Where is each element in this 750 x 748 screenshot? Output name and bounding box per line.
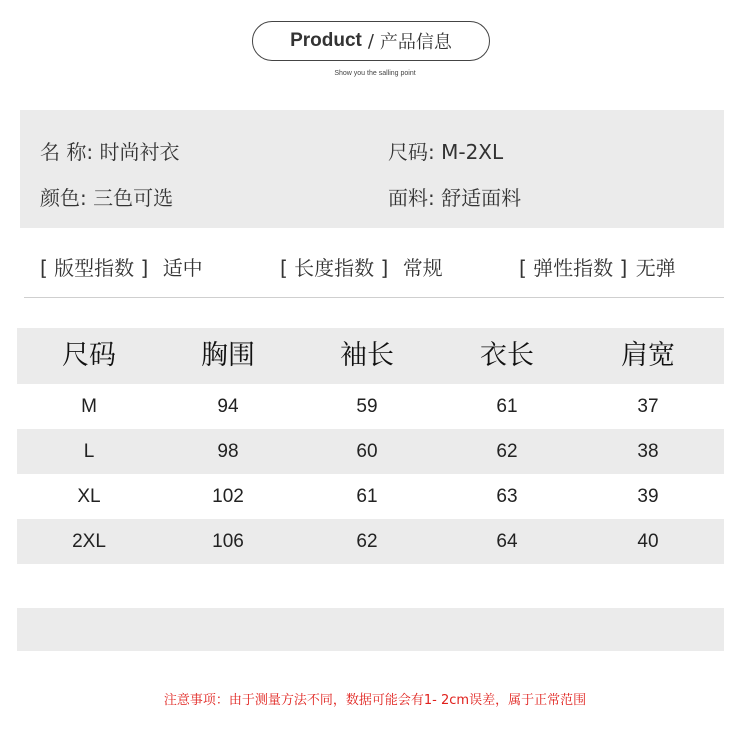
index-fit <box>40 252 203 281</box>
cell-sleeve: 61 <box>356 486 378 507</box>
header-sleeve: 袖长 <box>340 340 394 371</box>
cell-chest: 102 <box>212 486 244 507</box>
cell-chest: 94 <box>217 396 239 417</box>
info-name: 名 称: 时尚衬衣 <box>40 140 180 164</box>
cell-size: M <box>81 396 97 417</box>
cell-length: 62 <box>496 441 518 462</box>
table-header-row <box>17 328 724 384</box>
cell-shoulder: 39 <box>637 486 659 507</box>
header-chest: 胸围 <box>201 340 255 371</box>
title-chinese: 产品信息 <box>379 32 452 53</box>
cell-size: 2XL <box>72 531 106 552</box>
cell-size: L <box>83 441 95 462</box>
title-english: Product <box>290 30 362 51</box>
section-divider <box>24 297 724 298</box>
index-length-label: [ 长度指数 ] <box>280 256 389 280</box>
cell-chest: 106 <box>212 531 244 552</box>
cell-shoulder: 38 <box>637 441 659 462</box>
index-elasticity-label: [ 弹性指数 ] <box>519 256 628 280</box>
cell-length: 64 <box>496 531 518 552</box>
info-fabric: 面料: 舒适面料 <box>388 186 522 210</box>
info-color: 颜色: 三色可选 <box>40 186 174 210</box>
index-length <box>280 252 443 281</box>
cell-chest: 98 <box>217 441 239 462</box>
table-row <box>17 429 724 474</box>
blank-panel <box>17 608 724 651</box>
header-shoulder: 肩宽 <box>621 340 675 371</box>
cell-sleeve: 60 <box>356 441 378 462</box>
size-table <box>17 328 724 564</box>
product-title-pill <box>252 21 490 61</box>
info-size: 尺码: M-2XL <box>388 140 504 164</box>
index-fit-value: 适中 <box>162 256 203 280</box>
cell-sleeve: 59 <box>356 396 378 417</box>
index-elasticity-value: 无弹 <box>635 256 676 280</box>
measurement-note: 注意事项：由于测量方法不同，数据可能会有1- 2cm误差，属于正常范围 <box>163 693 587 708</box>
index-elasticity <box>519 252 676 281</box>
table-row <box>17 519 724 564</box>
cell-size: XL <box>77 486 101 507</box>
index-fit-label: [ 版型指数 ] <box>40 256 149 280</box>
table-row <box>17 384 724 429</box>
header-length: 衣长 <box>480 340 534 371</box>
cell-sleeve: 62 <box>356 531 378 552</box>
header-size: 尺码 <box>62 340 116 371</box>
cell-shoulder: 37 <box>637 396 659 417</box>
index-length-value: 常规 <box>402 256 443 280</box>
table-row <box>17 474 724 519</box>
cell-length: 63 <box>496 486 518 507</box>
cell-shoulder: 40 <box>637 531 659 552</box>
cell-length: 61 <box>496 396 518 417</box>
title-separator: / <box>367 30 374 52</box>
subtitle: Show you the salling point <box>334 70 416 77</box>
